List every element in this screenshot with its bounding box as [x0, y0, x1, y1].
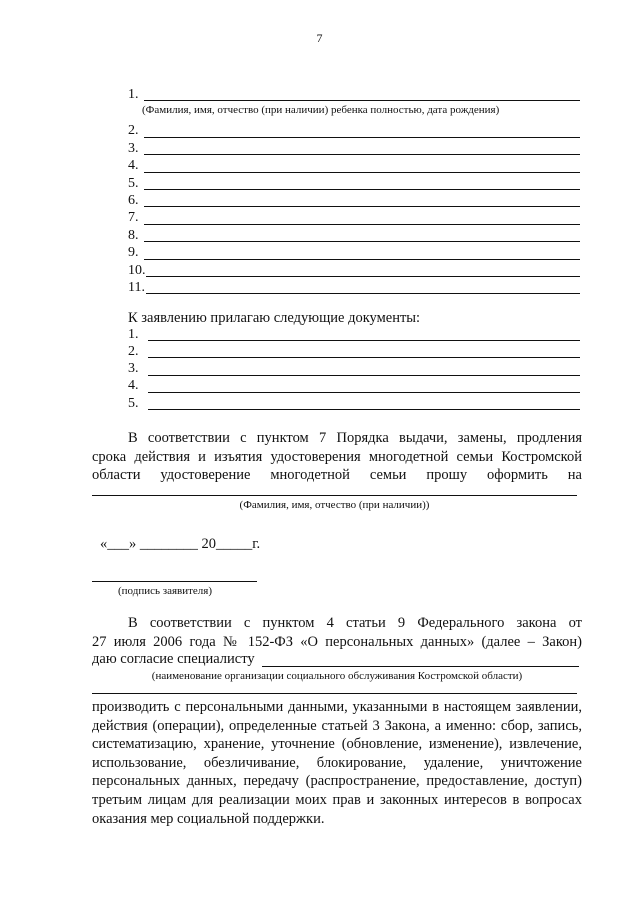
line-number: 4.	[128, 158, 139, 174]
line-number: 8.	[128, 227, 139, 243]
consent-specialist-line	[92, 651, 582, 669]
fill-rule	[144, 224, 580, 225]
consent-line-3: даю согласие специалисту	[92, 651, 255, 667]
fill-rule	[146, 293, 580, 294]
line-number: 4.	[128, 378, 139, 394]
document-line-5[interactable]	[128, 395, 580, 412]
child-caption: (Фамилия, имя, отчество (при наличии) ребенка полностью, дата рождения)	[142, 104, 500, 116]
fill-rule	[144, 172, 580, 173]
line-number: 1.	[128, 86, 139, 102]
line-number: 1.	[128, 326, 139, 342]
organization-caption: (наименование организации социального обслуживания Костромской области)	[151, 670, 523, 682]
fill-rule	[148, 375, 580, 376]
line-number: 11.	[128, 279, 145, 295]
child-line-6[interactable]	[128, 192, 580, 209]
child-line-10[interactable]	[128, 262, 580, 279]
child-line-11[interactable]	[128, 279, 580, 296]
fill-rule	[144, 154, 580, 155]
applicant-name-caption: (Фамилия, имя, отчество (при наличии))	[239, 499, 430, 511]
child-line-4[interactable]	[128, 157, 580, 174]
document-line-1[interactable]	[128, 326, 580, 343]
issue-line-3: области удостоверение многодетной семьи прошу оформить на	[92, 467, 582, 483]
consent-line-1: В соответствии с пунктом 4 статьи 9 Федерального закона от	[128, 615, 582, 631]
child-line-5[interactable]	[128, 175, 580, 192]
line-number: 2.	[128, 343, 139, 359]
line-number: 9.	[128, 245, 139, 261]
child-line-1[interactable]	[128, 86, 580, 103]
issue-line-2: срока действия и изъятия удостоверения многодетной семьи Костромской	[92, 448, 582, 465]
fill-rule	[148, 357, 580, 358]
applicant-name-field[interactable]	[92, 495, 577, 496]
documents-list	[128, 326, 580, 412]
consent-line-2: 27 июля 2006 года № 152-ФЗ «О персональных данных» (далее – Закон)	[92, 633, 582, 650]
children-list	[128, 86, 580, 296]
fill-rule	[144, 241, 580, 242]
document-line-3[interactable]	[128, 360, 580, 377]
fill-rule	[144, 259, 580, 260]
document-line-4[interactable]	[128, 378, 580, 395]
line-number: 3.	[128, 140, 139, 156]
documents-heading: К заявлению прилагаю следующие документы:	[128, 310, 421, 326]
line-number: 5.	[128, 175, 139, 191]
fill-rule	[144, 100, 580, 101]
organization-field[interactable]	[262, 666, 579, 667]
issue-paragraph	[92, 429, 582, 485]
child-line-8[interactable]	[128, 227, 580, 244]
child-line-2[interactable]	[128, 122, 580, 139]
line-number: 7.	[128, 210, 139, 226]
fill-rule	[144, 137, 580, 138]
fill-rule	[148, 392, 580, 393]
consent-body: производить с персональными данными, указанными в настоящем заявлении, действия (операции), определенные статьей 3 Закона, а именно: сбор, запись, систематизацию, хранение, уточнение (обновление, изменение), извлечение, использование, обезличивание, блокирование, удаление, уничтожение персональных данных, передачу (распространение, предоставление, доступ) третьим лицам для реализации моих прав и законных интересов в вопросах оказания мер социальной поддержки.	[92, 699, 582, 827]
line-number: 3.	[128, 361, 139, 377]
date-field[interactable]: «___» ________ 20_____г.	[100, 536, 261, 552]
child-line-9[interactable]	[128, 244, 580, 261]
consent-paragraph	[92, 614, 582, 651]
fill-rule	[144, 189, 580, 190]
line-number: 6.	[128, 192, 139, 208]
fill-rule	[146, 276, 580, 277]
fill-rule	[148, 409, 580, 410]
signature-caption: (подпись заявителя)	[118, 585, 213, 597]
document-line-2[interactable]	[128, 343, 580, 360]
organization-field-continued[interactable]	[92, 693, 577, 694]
signature-field[interactable]	[92, 581, 257, 582]
page-number: 7	[316, 31, 323, 45]
fill-rule	[144, 206, 580, 207]
line-number: 2.	[128, 123, 139, 139]
child-line-7[interactable]	[128, 209, 580, 226]
line-number: 10.	[128, 262, 146, 278]
issue-line-1: В соответствии с пунктом 7 Порядка выдачи, замены, продления	[128, 430, 582, 446]
fill-rule	[148, 340, 580, 341]
child-line-3[interactable]	[128, 140, 580, 157]
line-number: 5.	[128, 395, 139, 411]
